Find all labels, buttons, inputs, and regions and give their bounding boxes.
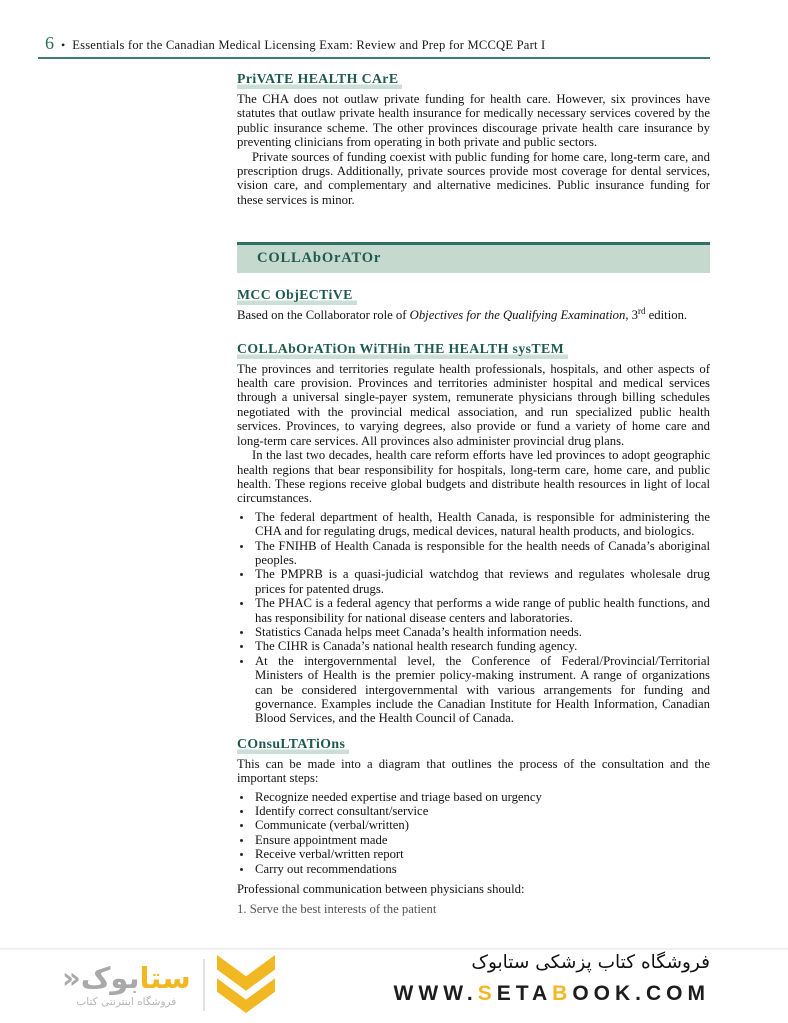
book-title-italic: Objectives for the Qualifying Examination — [409, 308, 626, 323]
wordmark-gold-part: ستا — [139, 961, 191, 995]
text-run: Based on the Collaborator role of — [237, 308, 410, 323]
url-part: ETA — [496, 982, 553, 1005]
list-item: • Communicate (verbal/written) — [253, 818, 710, 832]
paragraph-mcc-objective — [237, 308, 710, 322]
list-item: • The FNIHB of Health Canada is responsible for the health needs of Canada’s aboriginal peoples. — [253, 539, 710, 568]
page-header — [38, 33, 710, 59]
list-item: • At the intergovernmental level, the Conference of Federal/Provincial/Territorial Ministers of Health is the premier policy-making instrument. A range of organizations can be considered intergovernmental with various arrangements for funding and governance. Examples include the Canadian Institute for Health Information, Canadian Blood Services, and the Health Council of Canada. — [253, 654, 710, 726]
url-part-gold-s: S — [477, 982, 497, 1005]
wordmark-guillemet: « — [62, 961, 81, 995]
list-item: • Receive verbal/written report — [253, 847, 710, 861]
list-item: • Recognize needed expertise and triage based on urgency — [253, 790, 710, 804]
paragraph: The provinces and territories regulate health professionals, hospitals, and other aspects of health care provision. Provinces and territories administer hospital and medical services through a universal single-payer system, remunerate physicians through billing schedules negotiated with the provincial medical association, and run specialized public health services. Provinces, to varying degrees, also provide or fund a variety of home care and long-term care services. All provinces also administer provincial drug plans. — [237, 361, 710, 448]
section-heading-consultations: COnsuLTATiOns — [237, 736, 349, 754]
paragraph: In the last two decades, health care reform efforts have led provinces to adopt geographic health regions that bear responsibility for hospitals, long-term care, home care, and public health. These regions receive global budgets and distribute health resources in light of local circumstances. — [237, 448, 710, 506]
footer-right-block — [394, 950, 710, 1006]
section-heading-mcc-objective: MCC ObjECTiVE — [237, 287, 357, 305]
list-item: • Statistics Canada helps meet Canada’s health information needs. — [253, 625, 710, 639]
paragraph: Professional communication between physicians should: — [237, 882, 525, 897]
consultation-steps-list — [237, 790, 710, 876]
list-item: • The PHAC is a federal agency that performs a wide range of public health functions, and has responsibility for national disease centers and laboratories. — [253, 596, 710, 625]
website-url — [394, 982, 710, 1006]
section-heading-collaboration-within-health-system: COLLAbOrATiOn WiTHin THE HEALTH sysTEM — [237, 341, 568, 359]
url-part-gold-b: B — [552, 982, 573, 1005]
url-part: WWW. — [393, 982, 478, 1005]
paragraph: This can be made into a diagram that outlines the process of the consultation and the important steps: — [237, 756, 710, 786]
paragraph: The CHA does not outlaw private funding for health care. However, six provinces have statutes that outlaw private health insurance for medically necessary services covered by the public insurance scheme. The other provinces discourage private health care insurance by preventing clinicians from operating in both private and public sectors. — [237, 92, 710, 150]
list-item: • The CIHR is Canada’s national health research funding agency. — [253, 639, 710, 653]
header-rule — [38, 57, 710, 59]
content-column — [237, 70, 710, 948]
page-number: 6 — [45, 33, 54, 53]
section-heading-private-health-care: PriVATE HEALTH CArE — [237, 71, 402, 89]
list-item: • The PMPRB is a quasi-judicial watchdog that reviews and regulates wholesale drug prices for patented drugs. — [253, 567, 710, 596]
wordmark-gray-part: بوک — [80, 961, 140, 995]
paragraph: Private sources of funding coexist with public funding for home care, long-term care, and prescription drugs. Additionally, private sources provide most coverage for dental services, vision care, and complementary and alternative medicines. Public insurance funding for these services is minor. — [237, 149, 710, 207]
header-separator-dot: • — [61, 38, 66, 52]
list-item: • Identify correct consultant/service — [253, 804, 710, 818]
store-title-farsi: فروشگاه کتاب پزشکی ستابوک — [471, 952, 710, 973]
logo-divider — [203, 959, 205, 1011]
logo-tagline: فروشگاه اینترنتی کتاب — [76, 996, 177, 1008]
list-item: • The federal department of health, Health Canada, is responsible for administering the CHA and for regulating drugs, medical devices, natural health products, and biologics. — [253, 510, 710, 539]
running-header-title: Essentials for the Canadian Medical Licensing Exam: Review and Prep for MCCQE Part I — [72, 38, 546, 52]
text-run: 1. Serve the best interests of the patient — [237, 902, 437, 917]
setabook-chevron-icon — [217, 953, 275, 1017]
setabook-wordmark — [62, 962, 191, 994]
collaboration-bullet-list — [237, 510, 710, 726]
setabook-logo — [62, 953, 275, 1017]
setabook-wordmark-block — [62, 962, 191, 1008]
ordinal-superscript: rd — [638, 306, 646, 317]
url-part: OOK.COM — [572, 982, 710, 1005]
text-run: edition. — [645, 308, 688, 323]
clipped-bottom-line — [237, 900, 710, 917]
list-item: • Carry out recommendations — [253, 862, 710, 876]
list-item: • Ensure appointment made — [253, 833, 710, 847]
watermark-footer — [0, 950, 788, 1023]
collaborator-section-banner: COLLAbOrATOr — [237, 242, 710, 273]
text-run: , 3 — [625, 308, 638, 323]
